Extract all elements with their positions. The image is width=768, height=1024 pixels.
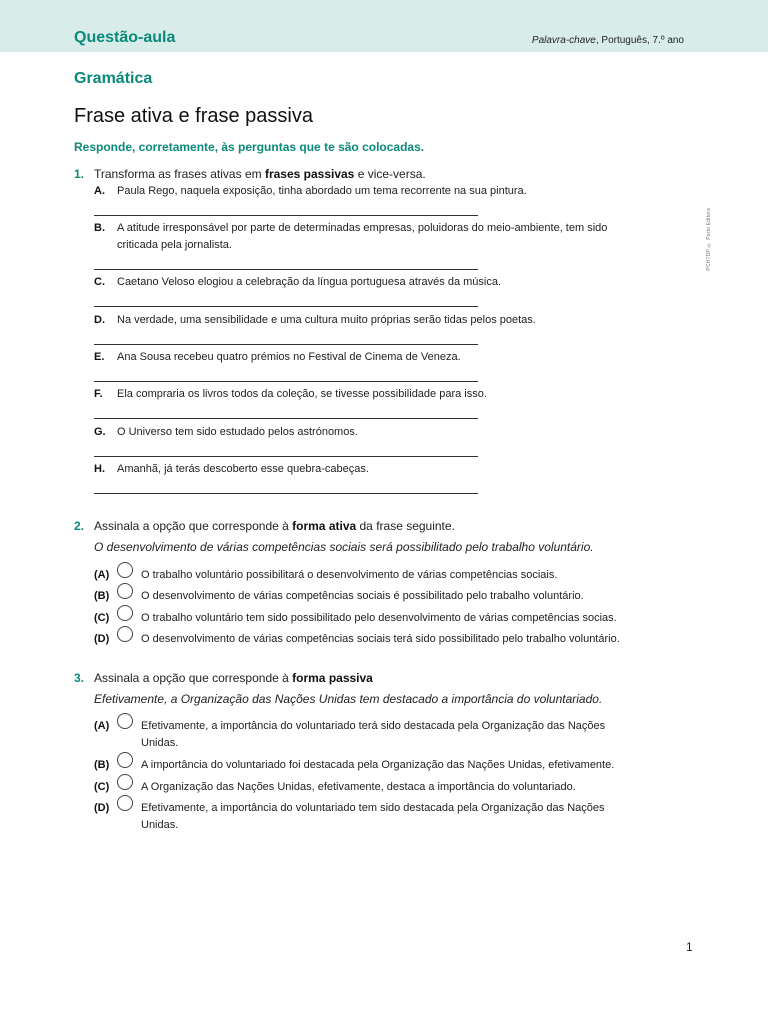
q1-number: 1. [74, 167, 85, 181]
q1-item-text: Ela compraria os livros todos da coleção, se tivesse possibilidade para isso. [117, 388, 487, 400]
instruction: Responde, corretamente, às perguntas que te são colocadas. [74, 140, 425, 154]
q2-sentence: O desenvolvimento de várias competências sociais será possibilitado pelo trabalho voluntário. [94, 540, 594, 554]
q2-prompt [94, 519, 455, 533]
q2-option-radio[interactable] [117, 605, 133, 621]
q3-option-text: Unidas. [141, 819, 179, 831]
q1-item-text: criticada pela jornalista. [117, 239, 232, 251]
q1-item-text: O Universo tem sido estudado pelos astrónomos. [117, 426, 358, 438]
q1-item-text: A atitude irresponsável por parte de determinadas empresas, poluidoras do meio-ambiente, tem sido [117, 222, 608, 234]
q1-item-letter: G. [94, 426, 106, 438]
q1-item-letter: B. [94, 222, 105, 234]
q3-sentence: Efetivamente, a Organização das Nações Unidas tem destacado a importância do voluntariado. [94, 692, 603, 706]
q1-item-letter: A. [94, 185, 105, 197]
book-info: , Português, 7.º ano [595, 35, 684, 46]
answer-line[interactable] [94, 456, 478, 457]
side-copyright: PCH7DP © Porto Editora [706, 208, 712, 271]
q3-option-radio[interactable] [117, 713, 133, 729]
q3-prompt [94, 671, 373, 685]
q2-option-letter: (C) [94, 612, 110, 624]
q3-option-radio[interactable] [117, 774, 133, 790]
book-title: Palavra-chave [531, 35, 596, 46]
q2-option-radio[interactable] [117, 562, 133, 578]
q2-prompt-bold: forma ativa [292, 519, 357, 533]
q1-item-letter: F. [94, 388, 103, 400]
answer-line[interactable] [94, 493, 478, 494]
q3-option-text: A Organização das Nações Unidas, efetivamente, destaca a importância do voluntariado. [141, 781, 576, 793]
q1-item-text: Amanhã, já terás descoberto esse quebra-cabeças. [117, 463, 369, 475]
q1-prompt-bold: frases passivas [264, 167, 355, 181]
q2-option-radio[interactable] [117, 626, 133, 642]
q2-option-radio[interactable] [117, 583, 133, 599]
header-title: Questão-aula [74, 29, 176, 46]
q2-option-text: O desenvolvimento de várias competências sociais é possibilitado pelo trabalho voluntário. [141, 590, 584, 602]
q3-prompt-bold: forma passiva [292, 671, 373, 685]
q1-item-text: Paula Rego, naquela exposição, tinha abordado um tema recorrente na sua pintura. [117, 185, 527, 197]
q3-number: 3. [74, 671, 85, 685]
answer-line[interactable] [94, 381, 478, 382]
header-band [0, 0, 768, 52]
q1-item-letter: E. [94, 351, 105, 363]
answer-line[interactable] [94, 344, 478, 345]
q1-item-letter: H. [94, 463, 105, 475]
q1-prompt [94, 167, 426, 181]
answer-line[interactable] [94, 215, 478, 216]
q3-option-text: A importância do voluntariado foi destacada pela Organização das Nações Unidas, efetivamente. [141, 759, 615, 771]
section-title: Gramática [74, 70, 153, 87]
q2-prompt-b: da frase seguinte. [356, 519, 455, 533]
q3-option-letter: (A) [94, 720, 110, 732]
header-info [532, 35, 684, 46]
q3-option-text: Efetivamente, a importância do voluntariado terá sido destacada pela Organização das Nações [141, 720, 606, 732]
page-title: Frase ativa e frase passiva [74, 105, 313, 127]
answer-line[interactable] [94, 418, 478, 419]
q1-item-letter: D. [94, 314, 105, 326]
q2-option-letter: (D) [94, 633, 110, 645]
q3-option-text: Unidas. [141, 737, 179, 749]
q2-number: 2. [74, 519, 85, 533]
q1-item-text: Ana Sousa recebeu quatro prémios no Festival de Cinema de Veneza. [117, 351, 461, 363]
q1-item-letter: C. [94, 276, 105, 288]
q3-option-radio[interactable] [117, 795, 133, 811]
answer-line[interactable] [94, 269, 478, 270]
q3-option-radio[interactable] [117, 752, 133, 768]
q1-item-text: Na verdade, uma sensibilidade e uma cultura muito próprias serão tidas pelos poetas. [117, 314, 536, 326]
page-number: 1 [686, 940, 693, 954]
q2-option-letter: (A) [94, 569, 110, 581]
q2-option-text: O desenvolvimento de várias competências sociais terá sido possibilitado pelo trabalho voluntário. [141, 633, 620, 645]
q2-option-text: O trabalho voluntário possibilitará o desenvolvimento de várias competências sociais. [141, 569, 558, 581]
q1-item-text: Caetano Veloso elogiou a celebração da língua portuguesa através da música. [117, 276, 502, 288]
q3-option-letter: (C) [94, 781, 110, 793]
q3-option-letter: (D) [94, 802, 110, 814]
q3-option-text: Efetivamente, a importância do voluntariado tem sido destacada pela Organização das Nações [141, 802, 605, 814]
q2-prompt-a: Assinala a opção que corresponde à [94, 519, 293, 533]
q3-option-letter: (B) [94, 759, 110, 771]
q3-prompt-a: Assinala a opção que corresponde à [94, 671, 293, 685]
q2-option-text: O trabalho voluntário tem sido possibilitado pelo desenvolvimento de várias competências socias. [141, 612, 617, 624]
q2-option-letter: (B) [94, 590, 110, 602]
q1-prompt-b: e vice-versa. [354, 167, 426, 181]
answer-line[interactable] [94, 306, 478, 307]
q1-prompt-a: Transforma as frases ativas em [94, 167, 265, 181]
